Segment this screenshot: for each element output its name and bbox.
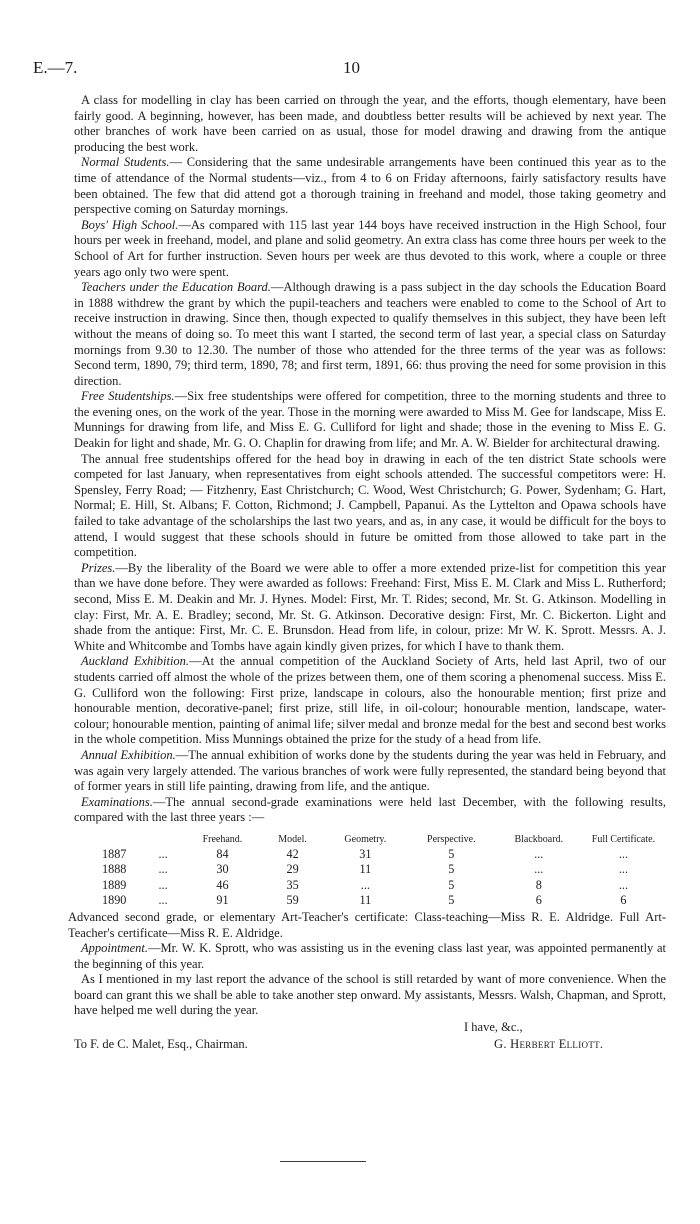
signer-name: G. Herbert Elliott. xyxy=(494,1037,604,1052)
column-header: Geometry. xyxy=(344,833,387,845)
column-header: Full Certificate. xyxy=(591,833,656,845)
table-cell: 91 xyxy=(216,892,229,907)
table-cell: ... xyxy=(534,847,544,862)
table-cell: 46 xyxy=(216,877,229,892)
table-cell: 11 xyxy=(359,892,372,907)
closing-line: I have, &c., xyxy=(464,1020,523,1035)
column-header: Freehand. xyxy=(202,833,243,845)
section-heading: Boys' High School. xyxy=(81,217,179,232)
table-cell: 5 xyxy=(448,892,455,907)
paragraph: Examinations.—The annual second-grade examinations were held last December, with the following results, compared with the last three years :— xyxy=(74,794,666,825)
paragraph: Annual Exhibition.—The annual exhibition of works done by the students during the year was held in February, and was again very largely attended. The various branches of work were fully represented, the standard being beyond that of former years in still life painting, drawing from life, and the antique. xyxy=(74,747,666,794)
table-row xyxy=(102,893,666,908)
table-cell: ... xyxy=(360,877,370,892)
table-row xyxy=(102,878,666,893)
section-heading: Normal Students. xyxy=(81,155,170,170)
table-row xyxy=(102,862,666,877)
paragraph: Teachers under the Education Board.—Although drawing is a pass subject in the day schools the Education Board in 1888 withdrew the grant by which the pupil-teachers and teachers were enabled to come to the School of Art to receive instruction in drawing. Since then, though expected to qualify themselves in this subject, they have been left without the means of doing so. To meet this want I started, the second term of last year, a special class on Saturday mornings from 9.30 to 12.30. The number of those who attended for the three terms of the year was as follows: Second term, 1890, 79; third term, 1890, 78; and first term, 1891, 66: thus proving the need for some provision in this direction. xyxy=(74,280,666,388)
table-cell: 30 xyxy=(216,862,229,877)
table-cell: 6 xyxy=(535,892,542,907)
end-rule xyxy=(280,1161,366,1162)
row-year: 1888 xyxy=(102,862,127,877)
leader-dots: ... xyxy=(158,877,168,892)
table-cell: 8 xyxy=(535,877,542,892)
section-heading: Auckland Exhibition. xyxy=(81,654,190,669)
table-cell: 11 xyxy=(359,862,372,877)
table-cell: ... xyxy=(618,862,628,877)
section-heading: Free Studentships. xyxy=(81,389,175,404)
table-cell: 42 xyxy=(286,847,299,862)
table-row xyxy=(102,847,666,862)
table-cell: 31 xyxy=(359,847,372,862)
table-header-row xyxy=(102,832,666,847)
table-cell: ... xyxy=(618,877,628,892)
exam-results-table xyxy=(102,832,666,908)
row-year: 1887 xyxy=(102,847,127,862)
row-year: 1889 xyxy=(102,877,127,892)
paragraph: Normal Students.— Considering that the same undesirable arrangements have been continued this year as to the time of attendance of the Normal students—viz., from 4 to 6 on Friday afternoons, fairly satisfactory results have been obtained. The few that did attend got a thorough training in freehand and model, those taking geometry and perspective coming on Saturday mornings. xyxy=(74,155,667,217)
section-heading: Teachers under the Education Board. xyxy=(81,280,271,295)
document-code: E.—7. xyxy=(33,58,78,77)
addressee-line: To F. de C. Malet, Esq., Chairman. xyxy=(74,1037,248,1052)
paragraph: Boys' High School.—As compared with 115 last year 144 boys have received instruction in the High School, four hours per week in freehand, model, and plane and solid geometry. An extra class has come three hours per week to the School of Art for further instruction. Seven hours per week are thus devoted to this work, where a couple or three years ago only two were spent. xyxy=(74,217,666,279)
paragraph: Appointment.—Mr. W. K. Sprott, who was assisting us in the evening class last year, was appointed permanently at the beginning of this year. xyxy=(74,941,666,971)
table-cell: ... xyxy=(534,862,544,877)
signature-block xyxy=(74,1020,666,1054)
leader-dots: ... xyxy=(158,862,168,877)
row-year: 1890 xyxy=(102,892,127,907)
paragraph: The annual free studentships offered for the head boy in drawing in each of the ten district State schools were competed for last January, when representatives from eight schools attended. The successful competitors were: H. Spensley, Ferry Road; — Fitzhenry, East Christchurch; C. Wood, West Christchurch; G. Power, Sydenham; G. Hart, Normal; E. Hill, St. Albans; F. Cotton, Richmond; J. Campbell, Papanui. As the Lyttelton and Opawa schools have failed to take advantage of the scholarships the last two years, and as, in any case, it would be difficult for the boys to attend, I would suggest that these schools should in future be omitted from those allowed to take part in the competition. xyxy=(74,451,666,560)
column-header: Blackboard. xyxy=(514,833,564,845)
section-heading: Appointment. xyxy=(81,941,149,956)
table-cell: 6 xyxy=(620,892,627,907)
paragraph: Free Studentships.—Six free studentships were offered for competition, three to the morning students and three to the evening ones, on the work of the year. Those in the morning were awarded to Miss M. Gee for landscape, Miss E. Munnings for drawing from life, and Miss E. G. Culliford for light and shade; those in the evening to Miss E. G. Deakin for light and shade, Mr. G. O. Chaplin for drawing from life; and Mr. A. W. Bielder for architectural drawing. xyxy=(74,389,666,451)
paragraph: Auckland Exhibition.—At the annual competition of the Auckland Society of Arts, held last April, two of our students carried off almost the whole of the prizes between them, one of them scoring a phenomenal success. Miss E. G. Culliford won the following: First prize, landscape in colours, also the honourable mention; first prize and honourable mention, decorative-panel; first prize, still life, in oil-colour; honourable mention, landscape, water-colour; honourable mention, painting of animal life; silver medal and bronze medal for the best and second best works in the whole competition. Miss Munnings obtained the prize for the study of a head from life. xyxy=(74,654,667,747)
column-header: Model. xyxy=(278,833,307,845)
paragraph: As I mentioned in my last report the advance of the school is still retarded by want of more convenience. When the board can grant this we shall be able to take another step onward. My assistants, Messrs. Walsh, Chapman, and Sprott, have helped me well during the year. xyxy=(74,972,666,1018)
table-cell: 5 xyxy=(448,877,455,892)
table-cell: 84 xyxy=(216,847,229,862)
paragraph: A class for modelling in clay has been carried on through the year, and the efforts, though elementary, have been fairly good. A beginning, however, has been made, and doubtless better results will be achieved by next year. The other branches of work have been carried on as usual, those for model drawing and drawing from the antique producing the best work. xyxy=(74,93,666,154)
leader-dots: ... xyxy=(158,892,168,907)
section-heading: Annual Exhibition. xyxy=(81,747,176,762)
table-cell: 35 xyxy=(286,877,299,892)
page-header xyxy=(33,58,673,82)
table-cell: 5 xyxy=(448,862,455,877)
section-heading: Examinations. xyxy=(81,794,153,809)
paragraph: Prizes.—By the liberality of the Board we were able to offer a more extended prize-list for competition this year than we have done before. They were awarded as follows: Freehand: First, Miss E. M. Clark and Miss L. Rutherford; second, Miss E. M. Deakin and Mr. J. Hynes. Model: First, Mr. T. Rides; second, Mr. St. G. Atkinson. Modelling in clay: First, Mr. A. E. Bradley; second, Mr. St. G. Atkinson. Decorative design: First, Mr. C. Bickerton. Light and shade from the antique: First, Mr. C. E. Brunsdon. Head from life, in colour, prize: Mr W. K. Sprott. Messrs. A. J. White and Whitcombe and Tombs have again kindly given prizes, for which I have to thank them. xyxy=(74,560,666,653)
leader-dots: ... xyxy=(158,847,168,862)
report-body xyxy=(68,93,667,1054)
table-cell: 29 xyxy=(286,862,299,877)
page-number: 10 xyxy=(343,58,360,77)
table-cell: 59 xyxy=(286,892,299,907)
table-cell: ... xyxy=(618,847,628,862)
section-heading: Prizes. xyxy=(81,560,116,575)
table-cell: 5 xyxy=(448,847,455,862)
column-header: Perspective. xyxy=(427,833,476,845)
paragraph: Advanced second grade, or elementary Art-Teacher's certificate: Class-teaching—Miss R. E. Aldridge. Full Art-Teacher's certificate—Miss R. E. Aldridge. xyxy=(68,909,666,940)
